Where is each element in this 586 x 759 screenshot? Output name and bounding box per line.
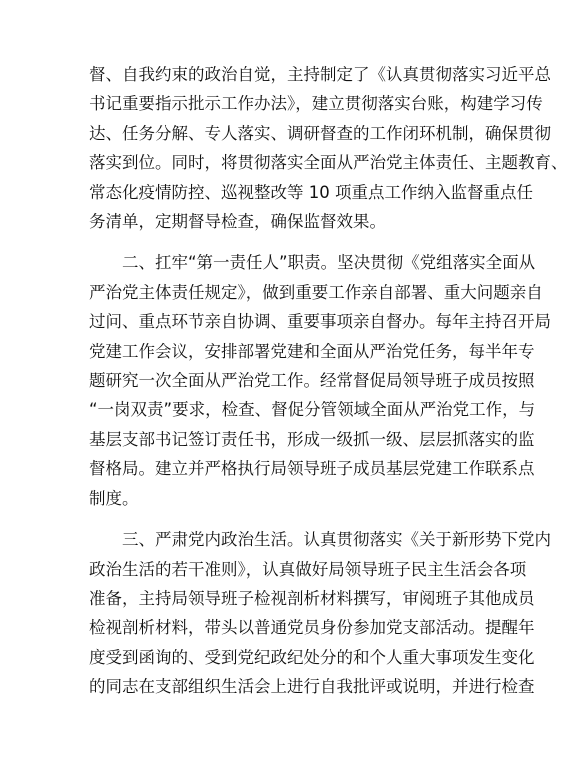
paragraph-1-line-6: 务清单，定期督导检查，确保监督效果。 xyxy=(89,212,386,232)
paragraph-1-line-5: 常态化疫情防控、巡视整改等 10 项重点工作纳入监督重点任 xyxy=(89,182,533,202)
paragraph-2-line-1: 二、扛牢“第一责任人”职责。坚决贯彻《党组落实全面从 xyxy=(122,253,536,273)
paragraph-3-line-6: 的同志在支部组织生活会上进行自我批评或说明，并进行检查 xyxy=(89,677,535,697)
paragraph-2-line-9: 制度。 xyxy=(89,488,139,508)
paragraph-3-line-1: 三、严肃党内政治生活。认真贯彻落实《关于新形势下党内 xyxy=(122,530,551,550)
paragraph-3 xyxy=(89,525,551,701)
paragraph-3-line-2: 政治生活的若干准则》，认真做好局领导班子民主生活会各项 xyxy=(89,559,527,579)
paragraph-1-line-3: 达、任务分解、专人落实、调研督查的工作闭环机制，确保贯彻 xyxy=(89,123,551,143)
paragraph-2-line-6: “一岗双责”要求，检查、督促分管领域全面从严治党工作，与 xyxy=(89,400,536,420)
paragraph-2 xyxy=(89,248,551,513)
paragraph-2-line-8: 督格局。建立并严格执行局领导班子成员基层党建工作联系点 xyxy=(89,459,535,479)
paragraph-gap xyxy=(89,236,499,248)
document-body xyxy=(89,60,568,702)
paragraph-1-line-1: 督、自我约束的政治自觉，主持制定了《认真贯彻落实习近平总 xyxy=(89,65,551,84)
paragraph-3-line-3: 准备，主持局领导班子检视剖析材料撰写，审阅班子其他成员 xyxy=(89,588,535,608)
paragraph-3-line-5: 度受到函询的、受到党纪政纪处分的和个人重大事项发生变化 xyxy=(89,647,535,667)
paragraph-2-line-5: 题研究一次全面从严治党工作。经常督促局领导班子成员按照 xyxy=(89,371,535,391)
paragraph-1-line-2: 书记重要指示批示工作办法》，建立贯彻落实台账，构建学习传 xyxy=(89,94,543,114)
paragraph-2-line-2: 严治党主体责任规定》，做到重要工作亲自部署、重大问题亲自 xyxy=(89,282,543,302)
paragraph-3-line-4: 检视剖析材料，带头以普通党员身份参加党支部活动。提醒年 xyxy=(89,618,535,638)
paragraph-1-line-4: 落实到位。同时，将贯彻落实全面从严治党主体责任、主题教育、 xyxy=(89,153,568,173)
paragraph-2-line-4: 党建工作会议，安排部署党建和全面从严治党任务，每半年专 xyxy=(89,341,535,361)
paragraph-2-line-7: 基层支部书记签订责任书，形成一级抓一级、层层抓落实的监 xyxy=(89,429,535,449)
paragraph-gap xyxy=(89,513,499,525)
paragraph-1 xyxy=(89,60,568,236)
paragraph-2-line-3: 过问、重点环节亲自协调、重要事项亲自督办。每年主持召开局 xyxy=(89,312,551,332)
